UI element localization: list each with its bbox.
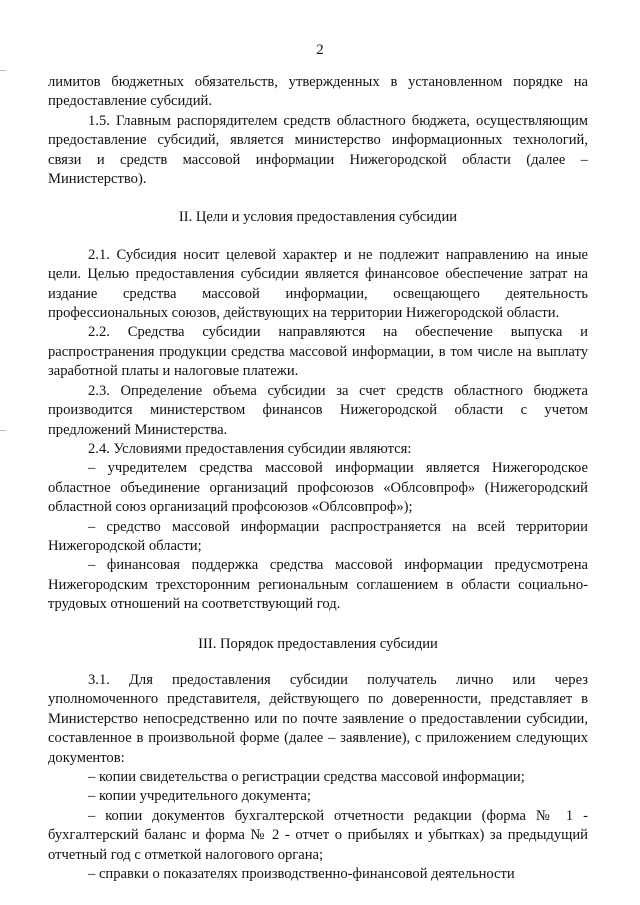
scan-margin-mark: [0, 430, 6, 431]
section-heading-2: II. Цели и условия предоставления субсидии: [178, 209, 458, 226]
section-heading-3: III. Порядок предоставления субсидии: [198, 635, 438, 652]
paragraph-2-4: 2.4. Условиями предоставления субсидии являются:: [88, 440, 412, 457]
list-item: – копии свидетельства о регистрации средства массовой информации;: [88, 769, 525, 785]
paragraph-2-2: 2.2. Средства субсидии направляются на обеспечение выпуска и распространения продукции средства массовой информации, в том числе на выплату заработной платы и налоговые платежи.: [48, 324, 588, 380]
list-item: – копии документов бухгалтерской отчетности редакции (форма № 1 - бухгалтерский баланс и форма № 2 - отчет о прибылях и убытках) за предыдущий отчетный год с отметкой налогового органа;: [48, 807, 588, 863]
paragraph-continuation: лимитов бюджетных обязательств, утвержденных в установленном порядке на предоставление субсидий.: [48, 74, 588, 110]
document-body: [48, 73, 588, 884]
scan-margin-mark: [0, 70, 6, 71]
paragraph-2-1: 2.1. Субсидия носит целевой характер и не подлежит направлению на иные цели. Целью предоставления субсидии является финансовое обеспечение затрат на издание средства массовой информации, освещающего деятельность профессиональных союзов, действующих на территории Нижегородской области.: [48, 246, 588, 322]
page-number: 2: [316, 42, 324, 58]
list-item: – средство массовой информации распространяется на всей территории Нижегородской области;: [48, 518, 588, 554]
list-item: – справки о показателях производственно-финансовой деятельности: [88, 866, 515, 883]
paragraph-3-1: 3.1. Для предоставления субсидии получатель лично или через уполномоченного представителя, действующего по доверенности, представляет в Министерство непосредственно или по почте заявление о предоставлении субсидии, составленное в произвольной форме (далее – заявление), с приложением следующих документов:: [48, 671, 588, 766]
list-item: – учредителем средства массовой информации является Нижегородское областное объединение организаций профсоюзов «Облсовпроф» (Нижегородский областной союз организаций профсоюзов «Облсовпроф»);: [48, 460, 588, 516]
list-item: – копии учредительного документа;: [88, 788, 311, 805]
list-item: – финансовая поддержка средства массовой информации предусмотрена Нижегородским трехсторонним региональным соглашением в области социально-трудовых отношений на соответствующий год.: [48, 557, 588, 613]
paragraph-2-3: 2.3. Определение объема субсидии за счет средств областного бюджета производится министерством финансов Нижегородской области с учетом предложений Министерства.: [48, 382, 588, 438]
paragraph-1-5: 1.5. Главным распорядителем средств областного бюджета, осуществляющим предоставление субсидий, является министерство информационных технологий, связи и средств массовой информации Нижегородской области (далее – Министерство).: [48, 112, 588, 188]
